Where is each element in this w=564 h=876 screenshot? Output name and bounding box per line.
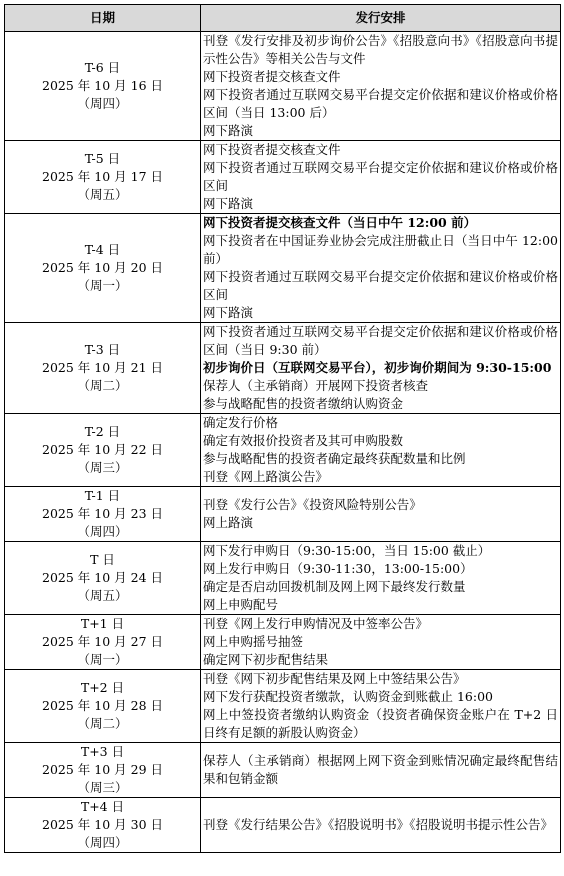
arrangement-item: 网下投资者通过互联网交易平台提交定价依据和建议价格或价格区间 (203, 269, 558, 302)
table-row (5, 323, 561, 414)
arrangement-column-header: 发行安排 (201, 5, 561, 32)
arrangement-item: 保荐人（主承销商）开展网下投资者核查 (203, 378, 429, 393)
date-cell (5, 141, 201, 214)
calendar-date: 2025 年 10 月 27 日 (42, 634, 163, 649)
date-cell (5, 743, 201, 798)
day-label: T+1 日 (80, 616, 125, 631)
weekday-label: （周一） (77, 278, 128, 293)
date-cell (5, 670, 201, 743)
arrangement-item: 刊登《网上发行申购情况及中签率公告》 (203, 616, 429, 631)
table-row (5, 32, 561, 141)
arrangement-item: 初步询价日（互联网交易平台），初步询价期间为 9:30-15:00 (203, 360, 552, 375)
table-row (5, 487, 561, 542)
arrangement-cell (201, 615, 561, 670)
date-cell (5, 487, 201, 542)
arrangement-cell (201, 798, 561, 853)
arrangement-cell (201, 141, 561, 214)
calendar-date: 2025 年 10 月 29 日 (42, 762, 163, 777)
arrangement-item: 网下投资者通过互联网交易平台提交定价依据和建议价格或价格区间（当日 9:30 前） (203, 324, 558, 357)
arrangement-item: 网上申购摇号抽签 (203, 634, 304, 649)
table-row (5, 214, 561, 323)
arrangement-cell (201, 542, 561, 615)
weekday-label: （周五） (77, 187, 128, 202)
arrangement-item: 网上路演 (203, 515, 254, 530)
calendar-date: 2025 年 10 月 16 日 (42, 78, 163, 93)
arrangement-item: 确定是否启动回拨机制及网上网下最终发行数量 (203, 579, 466, 594)
calendar-date: 2025 年 10 月 28 日 (42, 698, 163, 713)
day-label: T 日 (90, 552, 115, 567)
day-label: T+2 日 (80, 680, 125, 695)
arrangement-item: 刊登《发行公告》《投资风险特别公告》 (203, 497, 422, 512)
date-cell (5, 542, 201, 615)
table-row (5, 743, 561, 798)
arrangement-item: 网下投资者提交核查文件 (203, 142, 341, 157)
arrangement-cell (201, 670, 561, 743)
date-cell (5, 615, 201, 670)
arrangement-cell (201, 323, 561, 414)
date-cell (5, 414, 201, 487)
calendar-date: 2025 年 10 月 22 日 (42, 442, 163, 457)
day-label: T-5 日 (84, 151, 121, 166)
arrangement-item: 确定有效报价投资者及其可申购股数 (203, 433, 404, 448)
calendar-date: 2025 年 10 月 30 日 (42, 817, 163, 832)
arrangement-item: 网下投资者在中国证券业协会完成注册截止日（当日中午 12:00 前） (203, 233, 558, 266)
arrangement-item: 参与战略配售的投资者确定最终获配数量和比例 (203, 451, 466, 466)
weekday-label: （周五） (77, 588, 128, 603)
date-cell (5, 323, 201, 414)
arrangement-item: 网上发行申购日（9:30-11:30，13:00-15:00） (203, 561, 473, 576)
arrangement-item: 刊登《网下初步配售结果及网上中签结果公告》 (203, 671, 466, 686)
arrangement-item: 刊登《发行结果公告》《招股说明书》《招股说明书提示性公告》 (203, 817, 554, 832)
weekday-label: （周一） (77, 652, 128, 667)
arrangement-item: 网上申购配号 (203, 597, 279, 612)
calendar-date: 2025 年 10 月 23 日 (42, 506, 163, 521)
arrangement-cell (201, 487, 561, 542)
day-label: T-3 日 (84, 342, 121, 357)
arrangement-item: 网下发行申购日（9:30-15:00，当日 15:00 截止） (203, 543, 491, 558)
date-column-header: 日期 (5, 5, 201, 32)
day-label: T+4 日 (80, 799, 125, 814)
day-label: T+3 日 (80, 744, 125, 759)
date-cell (5, 32, 201, 141)
table-row (5, 670, 561, 743)
table-row (5, 414, 561, 487)
table-row (5, 798, 561, 853)
header-row (5, 5, 561, 32)
arrangement-cell (201, 214, 561, 323)
day-label: T-2 日 (84, 424, 121, 439)
arrangement-cell (201, 32, 561, 141)
weekday-label: （周四） (77, 524, 128, 539)
table-row (5, 141, 561, 214)
calendar-date: 2025 年 10 月 17 日 (42, 169, 163, 184)
date-cell (5, 798, 201, 853)
arrangement-item: 网下投资者通过互联网交易平台提交定价依据和建议价格或价格区间（当日 13:00 后） (203, 87, 558, 120)
arrangement-item: 参与战略配售的投资者缴纳认购资金 (203, 396, 404, 411)
schedule-table (4, 4, 561, 853)
day-label: T-1 日 (84, 488, 121, 503)
arrangement-item: 网下路演 (203, 305, 254, 320)
weekday-label: （周二） (77, 716, 128, 731)
arrangement-item: 刊登《网上路演公告》 (203, 469, 329, 484)
weekday-label: （周三） (77, 460, 128, 475)
arrangement-item: 确定发行价格 (203, 415, 279, 430)
calendar-date: 2025 年 10 月 20 日 (42, 260, 163, 275)
schedule-body (5, 32, 561, 853)
table-row (5, 542, 561, 615)
weekday-label: （周三） (77, 780, 128, 795)
arrangement-item: 网下投资者通过互联网交易平台提交定价依据和建议价格或价格区间 (203, 160, 558, 193)
weekday-label: （周四） (77, 835, 128, 850)
arrangement-item: 刊登《发行安排及初步询价公告》《招股意向书》《招股意向书提示性公告》等相关公告与文件 (203, 33, 558, 66)
calendar-date: 2025 年 10 月 21 日 (42, 360, 163, 375)
weekday-label: （周二） (77, 378, 128, 393)
arrangement-cell (201, 414, 561, 487)
day-label: T-4 日 (84, 242, 121, 257)
arrangement-item: 网上中签投资者缴纳认购资金（投资者确保资金账户在 T+2 日日终有足额的新股认购资金） (203, 707, 558, 740)
calendar-date: 2025 年 10 月 24 日 (42, 570, 163, 585)
table-row (5, 615, 561, 670)
date-cell (5, 214, 201, 323)
arrangement-item: 网下投资者提交核查文件（当日中午 12:00 前） (203, 215, 477, 230)
arrangement-item: 网下投资者提交核查文件 (203, 69, 341, 84)
arrangement-item: 网下路演 (203, 196, 254, 211)
day-label: T-6 日 (84, 60, 121, 75)
weekday-label: （周四） (77, 96, 128, 111)
arrangement-item: 网下发行获配投资者缴款，认购资金到账截止 16:00 (203, 689, 493, 704)
arrangement-item: 保荐人（主承销商）根据网上网下资金到账情况确定最终配售结果和包销金额 (203, 753, 558, 786)
arrangement-item: 网下路演 (203, 123, 254, 138)
arrangement-cell (201, 743, 561, 798)
arrangement-item: 确定网下初步配售结果 (203, 652, 329, 667)
